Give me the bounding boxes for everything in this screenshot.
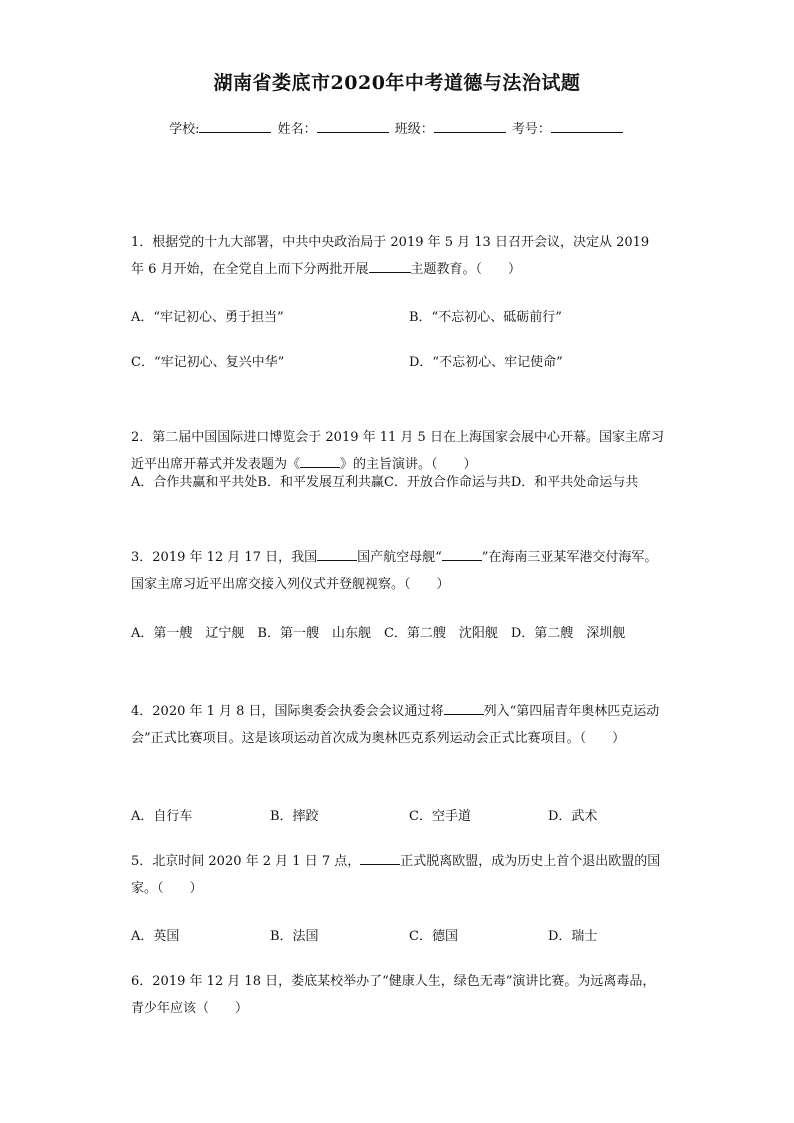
school-label: 学校: xyxy=(169,122,200,137)
option-a: A．自行车 xyxy=(131,809,193,824)
option-c: C．德国 xyxy=(409,929,458,944)
question-1-options-row-1 xyxy=(131,304,671,331)
question-3-stem: 3．2019 年 12 月 17 日，我国 国产航空母舰“ ”在海南三亚某军港交付海军。国家主席习近平出席交接入列仪式并登舰视察。（ ） xyxy=(131,544,666,598)
option-d: D．瑞士 xyxy=(548,929,598,944)
option-d: D．武术 xyxy=(548,809,598,824)
question-4-stem: 4．2020 年 1 月 8 日，国际奥委会执委会会议通过将 列入“第四届青年奥林匹克运动会”正式比赛项目。这是该项运动首次成为奥林匹克系列运动会正式比赛项目。（ ） xyxy=(131,698,666,752)
question-1-options-row-2 xyxy=(131,349,671,376)
exam-no-label: 考号： xyxy=(511,122,551,137)
answer-blank xyxy=(317,547,357,561)
question-6-stem: 6．2019 年 12 月 18 日，娄底某校举办了“健康人生，绿色无毒”演讲比赛。为远离毒品，青少年应该（ ） xyxy=(131,974,656,1016)
option-c: C．空手道 xyxy=(409,809,471,824)
question-3-options: A．第一艘 辽宁舰 B．第一艘 山东舰 C．第二艘 沈阳舰 D．第二艘 深圳舰 xyxy=(131,626,626,641)
student-info-line xyxy=(0,118,794,137)
page-title: 湖南省娄底市2020年中考道德与法治试题 xyxy=(213,72,581,94)
question-5-stem: 5．北京时间 2020 年 2 月 1 日 7 点， 正式脱离欧盟，成为历史上首个退出欧盟的国家。（ ） xyxy=(131,848,666,902)
answer-blank xyxy=(300,454,340,468)
question-4-options xyxy=(131,803,671,830)
option-a: A．英国 xyxy=(131,929,180,944)
option-c: C．“牢记初心、复兴中华” xyxy=(131,355,285,370)
answer-blank xyxy=(360,851,400,865)
question-2-options: A．合作共赢和平共处B．和平发展互利共赢C．开放合作命运与共D．和平共处命运与共 xyxy=(131,475,639,490)
school-blank xyxy=(199,120,271,133)
option-d: D．“不忘初心、牢记使命” xyxy=(409,355,563,370)
question-2-stem: 2．第二届中国国际进口博览会于 2019 年 11 月 5 日在上海国家会展中心开幕。国家主席习近平出席开幕式并发表题为《 》的主旨演讲。（ ） xyxy=(131,430,664,472)
name-label: 姓名： xyxy=(277,122,317,137)
class-blank xyxy=(434,120,506,133)
option-b: B．法国 xyxy=(270,929,319,944)
answer-blank xyxy=(369,259,411,273)
class-label: 班级： xyxy=(394,122,434,137)
option-b: B．摔跤 xyxy=(270,809,319,824)
exam-no-blank xyxy=(551,120,623,133)
answer-blank xyxy=(442,547,482,561)
question-5-options xyxy=(131,923,671,950)
option-b: B．“不忘初心、砥砺前行” xyxy=(409,310,562,325)
answer-blank xyxy=(444,701,484,715)
option-a: A．“牢记初心、勇于担当” xyxy=(131,310,284,325)
name-blank xyxy=(317,120,389,133)
question-1-stem: 1．根据党的十九大部署，中共中央政治局于 2019 年 5 月 13 日召开会议，决定从 2019 年 6 月开始，在全党自上而下分两批开展 主题教育。（ ） xyxy=(131,235,650,277)
